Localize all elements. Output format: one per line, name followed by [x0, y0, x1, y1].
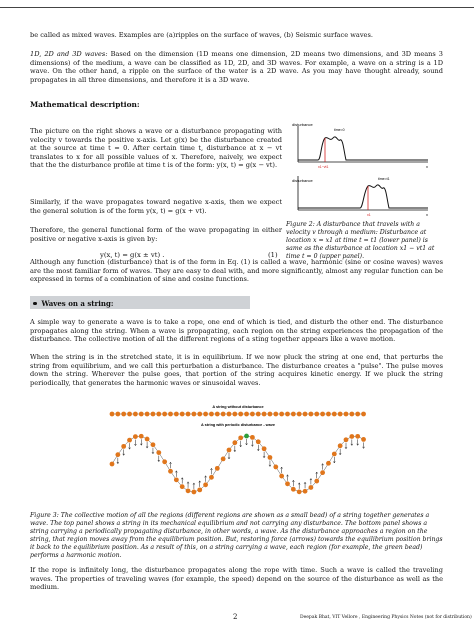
fig3-wave-bead	[227, 448, 232, 453]
fig3-wave-bead	[297, 489, 302, 494]
fig3-top-bead	[174, 412, 179, 417]
fig3-top-bead	[291, 412, 296, 417]
paragraph-dimensional-waves	[30, 50, 443, 84]
fig3-wave-bead	[215, 466, 220, 471]
fig3-top-bead	[256, 412, 261, 417]
fig3-wave-bead	[250, 435, 255, 440]
figure-3-string-beads	[106, 402, 370, 508]
fig3-top-bead	[314, 412, 319, 417]
fig3-top-bead	[156, 412, 161, 417]
fig3-top-bead	[361, 412, 366, 417]
fig3-top-bead	[209, 412, 214, 417]
upper-pulse-curve	[298, 137, 428, 160]
paragraph-dimensions-body: Based on the dimension (1D means one dimension, 2D means two dimensions, and 3D means 3 dimensions) of the medium, a wave can be classified as 1D, 2D, and 3D waves. For example, a wave on a string is a 1D wave. On the other hand, a ripple on the surface of the water is a 2D wave. As you may have thought already, sound propagates in all three dimensions, and therefore it is a 3D wave.	[30, 50, 443, 84]
fig3-wave-bead	[133, 434, 138, 439]
upper-marker-label: x1−vt1	[318, 165, 329, 169]
fig3-wave-bead	[186, 488, 191, 493]
fig3-top-bead	[244, 412, 249, 417]
fig3-top-bead	[338, 412, 343, 417]
equation-number: (1)	[268, 251, 278, 259]
lower-time-label: time=t1	[378, 177, 390, 181]
fig3-wave-bead	[338, 443, 343, 448]
fig3-wave-bead	[127, 438, 132, 443]
upper-y-label: disturbance	[292, 122, 313, 127]
fig3-top-bead	[349, 412, 354, 417]
fig3-wave-bead	[209, 475, 214, 480]
paragraph-pluck-string: When the string is in the stretched state, it is in equilibrium. If we now pluck the string at one end, that perturbs the string from equilibrium, and we call this perturbation a disturbance. The disturbance creates a "pulse". The pulse moves down the string. Wherever the pulse goes, that portion of the string acquires kinetic energy. If we pluck the string periodically, that generates the harmonic waves or sinusoidal waves.	[30, 353, 443, 387]
bullet-waves-on-string	[33, 299, 113, 308]
fig3-wave-bead	[326, 461, 331, 466]
fig3-wave-bead	[197, 487, 202, 492]
fig3-top-bead	[355, 412, 360, 417]
page-top-rule	[0, 7, 474, 8]
fig3-top-bead	[297, 412, 302, 417]
lower-axis-label: x	[426, 212, 428, 217]
fig3-wave-bead	[221, 456, 226, 461]
fig3-top-bead	[162, 412, 167, 417]
paragraph-mixed-waves: be called as mixed waves. Examples are (a)ripples on the surface of waves, (b) Seismic surface waves.	[30, 31, 373, 39]
fig3-wave-bead	[355, 434, 360, 439]
fig3-wave-bead	[110, 462, 115, 467]
fig3-wave-bead	[279, 474, 284, 479]
fig3-top-bead	[145, 412, 150, 417]
fig3-wave-bead	[344, 437, 349, 442]
paragraph-negative-direction: Similarly, if the wave propagates toward negative x-axis, then we expect the general solution is of the form y(x, t) = g(x + vt).	[30, 198, 282, 215]
fig3-wave-bead	[121, 444, 126, 449]
fig3-wave-bead	[268, 455, 273, 460]
paragraph-lead-dimensions: 1D, 2D and 3D waves:	[30, 50, 108, 58]
figure-3-caption: Figure 3: The collective motion of all the regions (different regions are shown as a small bead) of a string together generates a wave. The top panel shows a string in its mechanical equilibrium and not carrying any disturbance. The bottom panel shows a string carrying a periodically propagating disturbance, in other words, a wave. As the disturbance approaches a region on the string, that region moves away from the equilibrium position. But, restoring force (arrows) towards the equilibrium position brings it back to the equilibrium position. As a result of this, on a string carrying a wave, each region (for example, the green bead) performs a harmonic motion.	[30, 512, 443, 559]
paragraph-general-form: Therefore, the general functional form of the wave propagating in either positive or negative x-axis is given by:	[30, 226, 282, 243]
fig3-top-bead	[344, 412, 349, 417]
fig3-top-string	[110, 412, 366, 417]
fig3-top-bead	[332, 412, 337, 417]
section-heading-math: Mathematical description:	[30, 100, 140, 109]
lower-y-label: disturbance	[292, 178, 313, 183]
fig3-wave-bead	[180, 484, 185, 489]
bullet-text: Waves on a string:	[41, 299, 114, 308]
fig3-wave-bead	[115, 452, 120, 457]
page-footer: Deepak Bhat, VIT Vellore , Engineering Physics Notes (not for distribution)	[300, 615, 472, 620]
fig3-top-bead	[232, 412, 237, 417]
figure-2-disturbance	[290, 120, 440, 218]
fig3-wave-bead	[203, 482, 208, 487]
bullet-dot-icon	[33, 302, 37, 306]
equation-general-wave: y(x, t) = g(x ± vt) .	[100, 251, 165, 259]
fig3-wave-bead	[168, 469, 173, 474]
fig3-wave-bead	[332, 452, 337, 457]
fig3-top-bead	[180, 412, 185, 417]
paragraph-traveling-waves: If the rope is infinitely long, the disturbance propagates along the rope with time. Such a wave is called the traveling waves. The properties of traveling waves (for example, the speed) depend on the source of the disturbance as well as the medium.	[30, 566, 443, 592]
fig3-wave-bead	[238, 435, 243, 440]
fig3-wave-bead	[291, 487, 296, 492]
fig3-top-title: A string without disturbance	[212, 405, 264, 409]
fig3-top-bead	[115, 412, 120, 417]
paragraph-wave-description: The picture on the right shows a wave or a disturbance propagating with velocity v towards the positive x-axis. Let g(x) be the disturbance created at the source at time t = 0. After certain time t, disturbance at x − vt translates to x for all possible values of x. Therefore, naively, we expect that the the disturbance profile at time t is of the form: y(x, t) = g(x − vt).	[30, 127, 282, 170]
fig3-top-bead	[250, 412, 255, 417]
lower-marker-label: x1	[367, 213, 371, 217]
fig3-wave-bead	[303, 489, 308, 494]
fig3-wave-bead	[309, 485, 314, 490]
fig3-wave-bead	[262, 446, 267, 451]
fig3-top-bead	[186, 412, 191, 417]
fig3-wave-bead	[256, 439, 261, 444]
fig3-wave-bead	[285, 481, 290, 486]
fig3-wave-bead	[273, 465, 278, 470]
fig3-wave-bead	[162, 459, 167, 464]
fig3-top-bead	[273, 412, 278, 417]
fig3-top-bead	[133, 412, 138, 417]
fig3-wave-bead	[349, 434, 354, 439]
fig3-top-bead	[139, 412, 144, 417]
upper-axis-label: x	[426, 164, 428, 169]
fig3-wave-string	[110, 434, 366, 495]
fig3-top-bead	[303, 412, 308, 417]
fig3-top-bead	[192, 412, 197, 417]
fig3-top-bead	[309, 412, 314, 417]
fig3-wave-bead	[320, 470, 325, 475]
fig3-top-bead	[238, 412, 243, 417]
fig3-wave-line	[112, 436, 364, 492]
fig3-wave-bead	[174, 477, 179, 482]
fig3-top-bead	[227, 412, 232, 417]
fig3-top-bead	[320, 412, 325, 417]
fig3-top-bead	[121, 412, 126, 417]
fig3-wave-bead	[361, 437, 366, 442]
paragraph-string-wave: A simple way to generate a wave is to take a rope, one end of which is tied, and disturb the other end. The disturbance propagates along the string. When a wave is propagating, each region on the string experiences the propagation of the disturbance. The collective motion of all the different regions of a sting together appears like a wave motion.	[30, 318, 443, 344]
lower-pulse-curve	[298, 185, 428, 208]
fig3-wave-bead	[151, 442, 156, 447]
fig3-wave-bead	[232, 440, 237, 445]
fig3-top-bead	[197, 412, 202, 417]
fig3-top-bead	[151, 412, 156, 417]
fig3-top-bead	[268, 412, 273, 417]
fig3-top-bead	[127, 412, 132, 417]
fig3-green-bead	[244, 434, 249, 439]
fig3-wave-bead	[192, 490, 197, 495]
fig3-top-bead	[326, 412, 331, 417]
upper-time-label: time=0	[334, 128, 345, 132]
fig3-wave-bead	[139, 434, 144, 439]
paragraph-harmonic-waves: Although any function (disturbance) that is of the form in Eq. (1) is called a wave, harmonic (sine or cosine waves) waves are the most familiar form of waves. They are easy to deal with, and more significantly, almost any regular function can be expressed in terms of a combination of sine and cosine functions.	[30, 258, 443, 284]
fig3-top-bead	[279, 412, 284, 417]
fig3-top-bead	[262, 412, 267, 417]
fig3-wave-bead	[145, 437, 150, 442]
page-number: 2	[233, 613, 238, 621]
fig3-top-bead	[215, 412, 220, 417]
fig3-bottom-title: A string with periodic disturbance - wave	[201, 423, 275, 427]
fig3-top-bead	[285, 412, 290, 417]
fig3-wave-bead	[314, 479, 319, 484]
fig3-top-bead	[203, 412, 208, 417]
fig3-wave-bead	[156, 450, 161, 455]
fig3-top-bead	[221, 412, 226, 417]
figure-2-caption: Figure 2: A disturbance that travels with a velocity v through a medium: Disturbance at location x = x1 at time t = t1 (lower panel) is same as the disturbance at location x1 − vt1 at time t = 0 (upper panel).	[286, 221, 435, 260]
fig3-top-bead	[168, 412, 173, 417]
fig3-top-bead	[110, 412, 115, 417]
